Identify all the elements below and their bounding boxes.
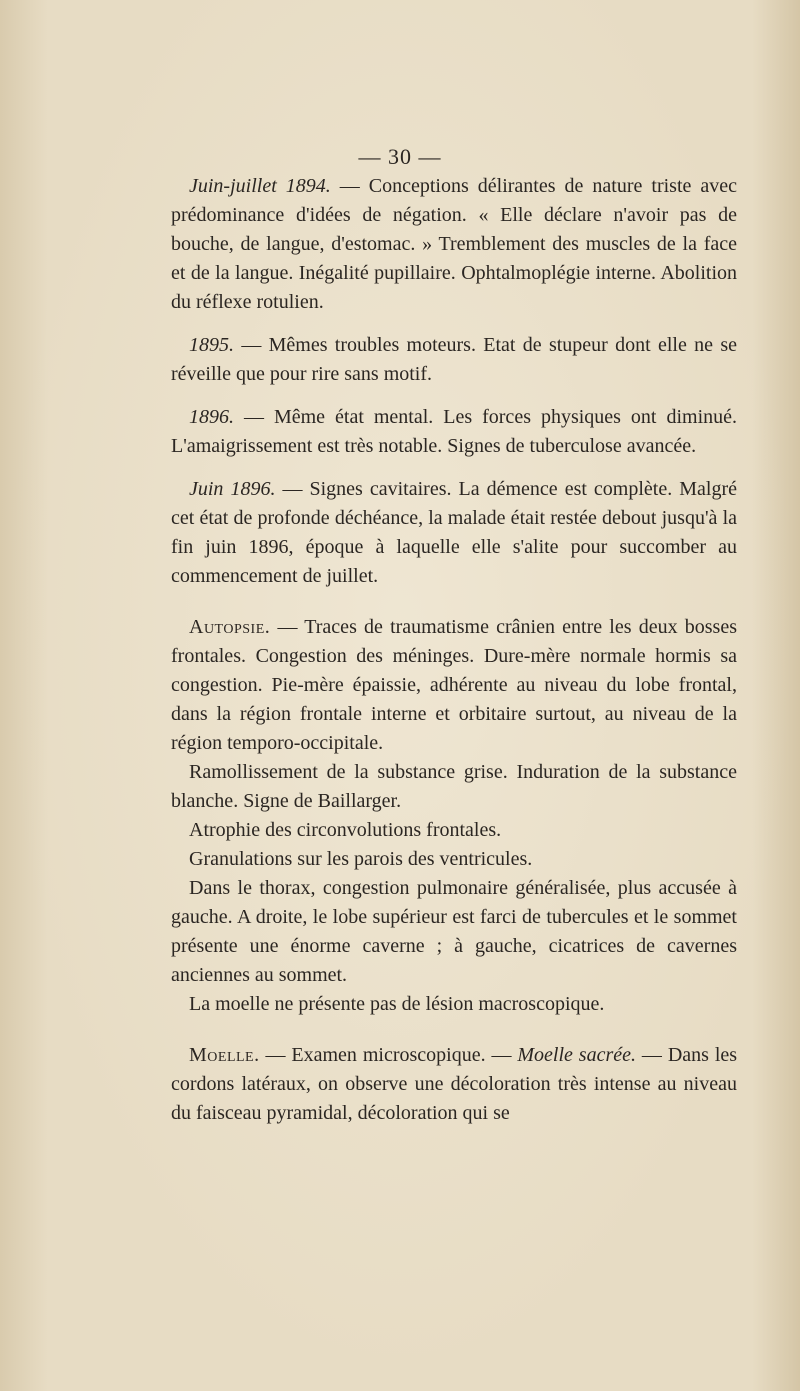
paragraph-1896 — [171, 403, 737, 461]
paragraph-ramollissement — [171, 758, 737, 816]
paragraph-text: Atrophie des circonvolutions frontales. — [189, 819, 502, 841]
date-label: Juin-juillet 1894. — [189, 175, 331, 197]
date-label: 1896. — [189, 406, 234, 428]
paragraph-text: — Signes cavitaires. La démence est complète. Malgré cet état de profonde déchéance, la malade était restée debout jusqu'à la fin juin 1896, époque à laquelle elle s'alite pour succomber au commencement de juillet. — [171, 478, 738, 587]
paragraph-text: — Conceptions délirantes de nature triste avec prédominance d'idées de négation. « Elle déclare n'avoir pas de bouche, de langue, d'estomac. » Tremblement des muscles de la face et de la langue. Inégalité pupillaire. Ophtalmoplégie interne. Abolition du réflexe rotulien. — [171, 175, 738, 313]
body-text — [171, 172, 737, 1128]
paragraph-text: Granulations sur les parois des ventricules. — [189, 848, 533, 870]
paragraph-text: — Même état mental. Les forces physiques ont diminué. L'amaigrissement est très notable. Signes de tuberculose avancée. — [171, 406, 737, 457]
paragraph-granulations — [171, 845, 737, 874]
paragraph-text: — Traces de traumatisme crânien entre les deux bosses frontales. Congestion des méninges. Dure-mère normale hormis sa congestion. Pie-mère épaissie, adhérente au niveau du lobe frontal, dans la région frontale interne et orbitaire surtout, au niveau de la région temporo-occipitale. — [171, 616, 737, 754]
paragraph-text: — Mêmes troubles moteurs. Etat de stupeur dont elle ne se réveille que pour rire sans motif. — [171, 334, 738, 385]
date-label: Juin 1896. — [189, 478, 276, 500]
paragraph-text: La moelle ne présente pas de lésion macroscopique. — [189, 993, 605, 1015]
page-number: — 30 — — [358, 144, 442, 169]
paragraph-june-july-1894 — [171, 172, 737, 317]
paragraph-autopsie — [171, 613, 737, 758]
paragraph-text: Dans le thorax, congestion pulmonaire généralisée, plus accusée à gauche. A droite, le lobe supérieur est farci de tubercules et le sommet présente une énorme caverne ; à gauche, cicatrices de cavernes anciennes au sommet. — [171, 877, 737, 986]
italic-term: Moelle sacrée. — [517, 1044, 637, 1066]
paragraph-moelle-macro — [171, 990, 737, 1019]
paragraph-1895 — [171, 331, 737, 389]
paragraph-moelle — [171, 1041, 737, 1128]
paragraph-text-before: — Examen microscopique. — — [265, 1044, 512, 1066]
date-label: 1895. — [189, 334, 234, 356]
section-label: Moelle. — [189, 1044, 260, 1066]
paragraph-atrophie — [171, 816, 737, 845]
paragraph-june-1896 — [171, 475, 737, 591]
paragraph-text: — Dans les cordons latéraux, on observe une décoloration très intense au niveau du faisceau pyramidal, décoloration qui se — [171, 1044, 738, 1124]
paragraph-thorax — [171, 874, 737, 990]
section-label: Autopsie. — [189, 616, 271, 638]
paragraph-text: Ramollissement de la substance grise. Induration de la substance blanche. Signe de Baillarger. — [171, 761, 737, 812]
